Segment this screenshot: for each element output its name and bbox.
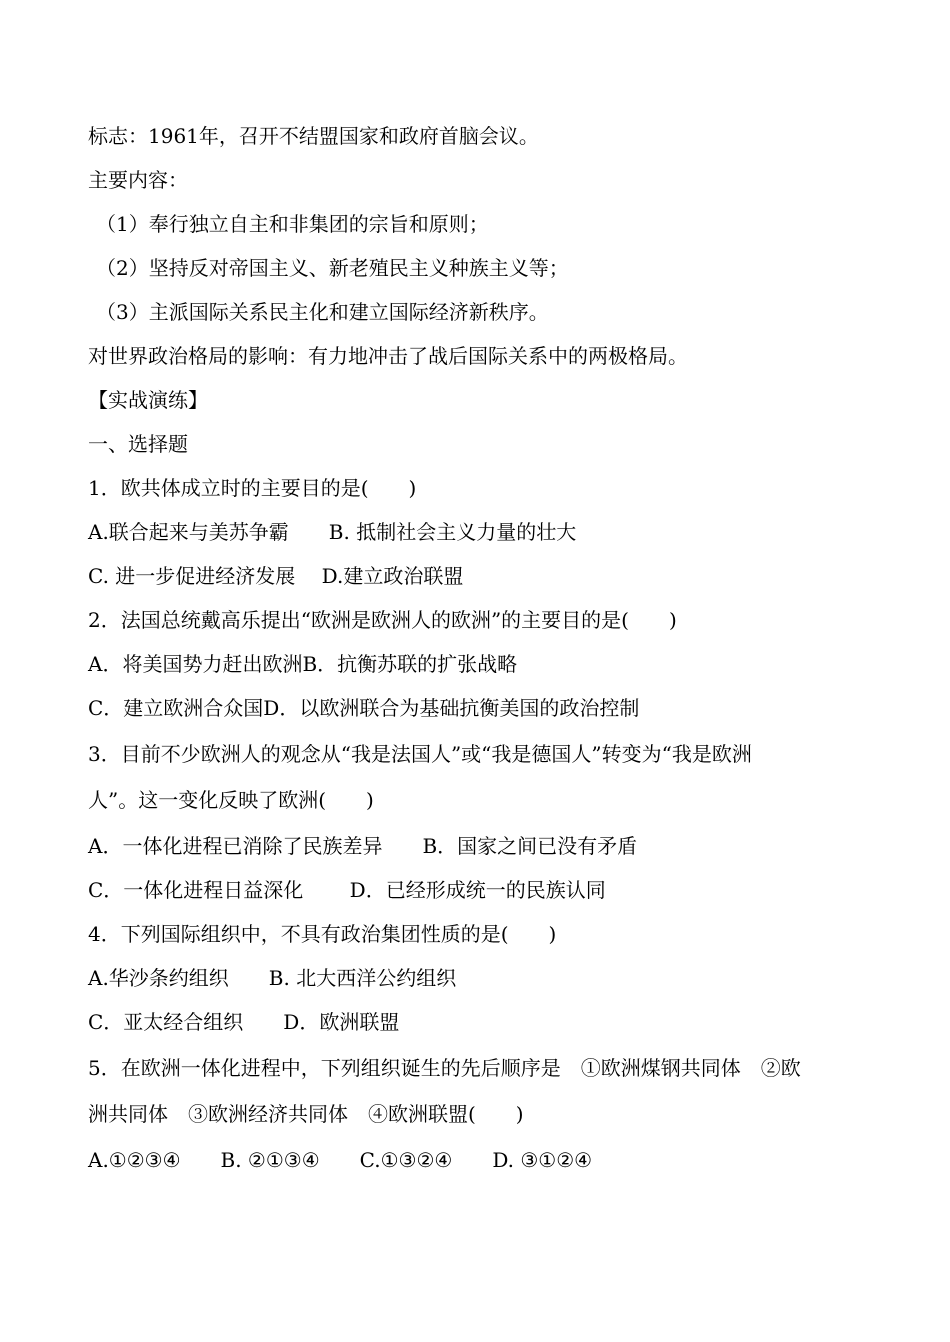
question-2-option-row: A．将美国势力赶出欧洲B．抗衡苏联的扩张战略 [88,652,518,676]
question-4-option-row: A.华沙条约组织 B. 北大西洋公约组织 [88,966,457,990]
question-3-stem-continued: 人”。这一变化反映了欧洲( ) [88,788,374,812]
question-4-stem: 4．下列国际组织中，不具有政治集团性质的是( ) [88,922,557,946]
main-content-label: 主要内容： [88,168,188,192]
point-2: （2）坚持反对帝国主义、新老殖民主义种族主义等； [96,256,569,280]
point-3: （3）主派国际关系民主化和建立国际经济新秩序。 [96,300,549,324]
question-5-stem-continued: 洲共同体 ③欧洲经济共同体 ④欧洲联盟( ) [88,1102,524,1126]
question-4-option-row: C．亚太经合组织 D．欧洲联盟 [88,1010,400,1034]
question-1-option-row: A.联合起来与美苏争霸 B. 抵制社会主义力量的壮大 [88,520,577,544]
section-heading: 【实战演练】 [88,388,208,412]
question-3-option-row: C．一体化进程日益深化 D．已经形成统一的民族认同 [88,878,606,902]
question-2-option-row: C．建立欧洲合众国D．以欧洲联合为基础抗衡美国的政治控制 [88,696,640,720]
question-3-stem: 3．目前不少欧洲人的观念从“我是法国人”或“我是德国人”转变为“我是欧洲 [88,742,752,766]
question-2-stem: 2．法国总统戴高乐提出“欧洲是欧洲人的欧洲”的主要目的是( ) [88,608,677,632]
question-5-stem: 5．在欧洲一体化进程中，下列组织诞生的先后顺序是 ①欧洲煤钢共同体 ②欧 [88,1056,801,1080]
question-3-option-row: A．一体化进程已消除了民族差异 B．国家之间已没有矛盾 [88,834,638,858]
section-subheading: 一、选择题 [88,432,188,456]
question-1-option-row: C. 进一步促进经济发展 D.建立政治联盟 [88,564,464,588]
question-1-stem: 1．欧共体成立时的主要目的是( ) [88,476,417,500]
point-1: （1）奉行独立自主和非集团的宗旨和原则； [96,212,489,236]
question-5-option-row: A.①②③④ B. ②①③④ C.①③②④ D. ③①②④ [88,1148,593,1172]
impact-text: 对世界政治格局的影响：有力地冲击了战后国际关系中的两极格局。 [88,344,688,368]
intro-sign: 标志：1961年，召开不结盟国家和政府首脑会议。 [88,124,539,148]
